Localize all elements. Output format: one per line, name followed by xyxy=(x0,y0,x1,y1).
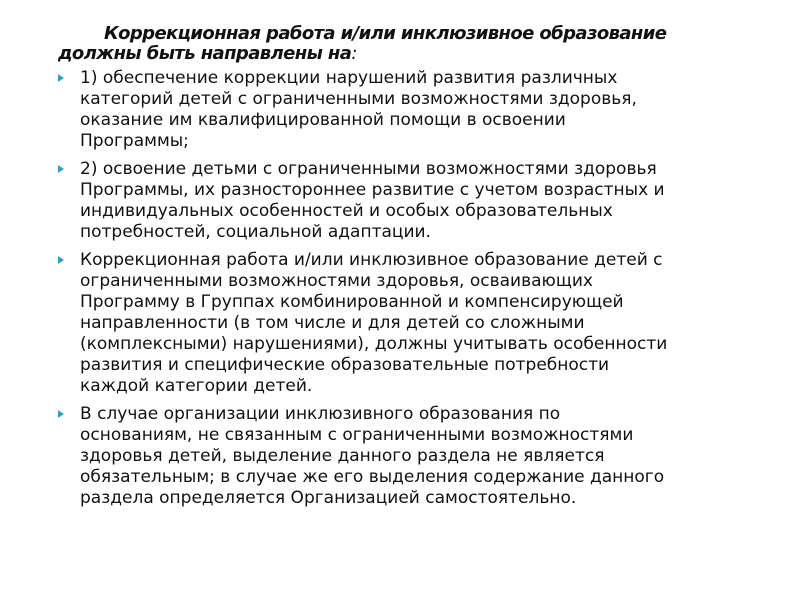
triangle-right-icon xyxy=(58,165,64,173)
bullet-line: ограниченными возможностями здоровья, осваивающих xyxy=(80,271,593,291)
triangle-right-icon xyxy=(58,410,64,418)
bullet-list xyxy=(58,68,774,516)
bullet-item-2 xyxy=(58,159,774,243)
bullet-line: направленности (в том числе и для детей со сложными xyxy=(80,313,585,333)
bullet-text xyxy=(80,404,774,509)
heading-line-1: Коррекционная работа и/или инклюзивное образование xyxy=(104,23,667,44)
bullet-item-1 xyxy=(58,68,774,152)
triangle-right-icon xyxy=(58,74,64,82)
bullet-line: развития и специфические образовательные потребности xyxy=(80,355,610,375)
bullet-line: потребностей, социальной адаптации. xyxy=(80,222,431,242)
bullet-line: Программы, их разностороннее развитие с учетом возрастных и xyxy=(80,180,665,200)
bullet-line: раздела определяется Организацией самостоятельно. xyxy=(80,488,577,508)
bullet-line: Программы; xyxy=(80,131,189,151)
bullet-line: оказание им квалифицированной помощи в освоении xyxy=(80,110,566,130)
heading-line-2 xyxy=(58,44,778,64)
bullet-text xyxy=(80,68,774,152)
bullet-line: Программу в Группах комбинированной и компенсирующей xyxy=(80,292,624,312)
heading-line-2-tail: : xyxy=(351,43,357,64)
bullet-text xyxy=(80,250,774,397)
bullet-line: индивидуальных особенностей и особых образовательных xyxy=(80,201,613,221)
bullet-line: В случае организации инклюзивного образования по xyxy=(80,404,561,424)
bullet-line: основаниям, не связанным с ограниченными возможностями xyxy=(80,425,634,445)
bullet-line: здоровья детей, выделение данного раздела не является xyxy=(80,446,605,466)
bullet-line: обязательным; в случае же его выделения содержание данного xyxy=(80,467,665,487)
triangle-right-icon xyxy=(58,256,64,264)
bullet-line: 2) освоение детьми с ограниченными возможностями здоровья xyxy=(80,159,657,179)
bullet-line: 1) обеспечение коррекции нарушений развития различных xyxy=(80,68,618,88)
bullet-line: категорий детей с ограниченными возможностями здоровья, xyxy=(80,89,637,109)
bullet-text xyxy=(80,159,774,243)
bullet-item-3 xyxy=(58,250,774,397)
bullet-line: каждой категории детей. xyxy=(80,376,313,396)
bullet-item-4 xyxy=(58,404,774,509)
bullet-line: Коррекционная работа и/или инклюзивное образование детей с xyxy=(80,250,663,270)
bullet-line: (комплексными) нарушениями), должны учитывать особенности xyxy=(80,334,668,354)
heading-line-2-text: должны быть направлены на xyxy=(58,43,352,64)
slide-heading xyxy=(58,24,778,64)
